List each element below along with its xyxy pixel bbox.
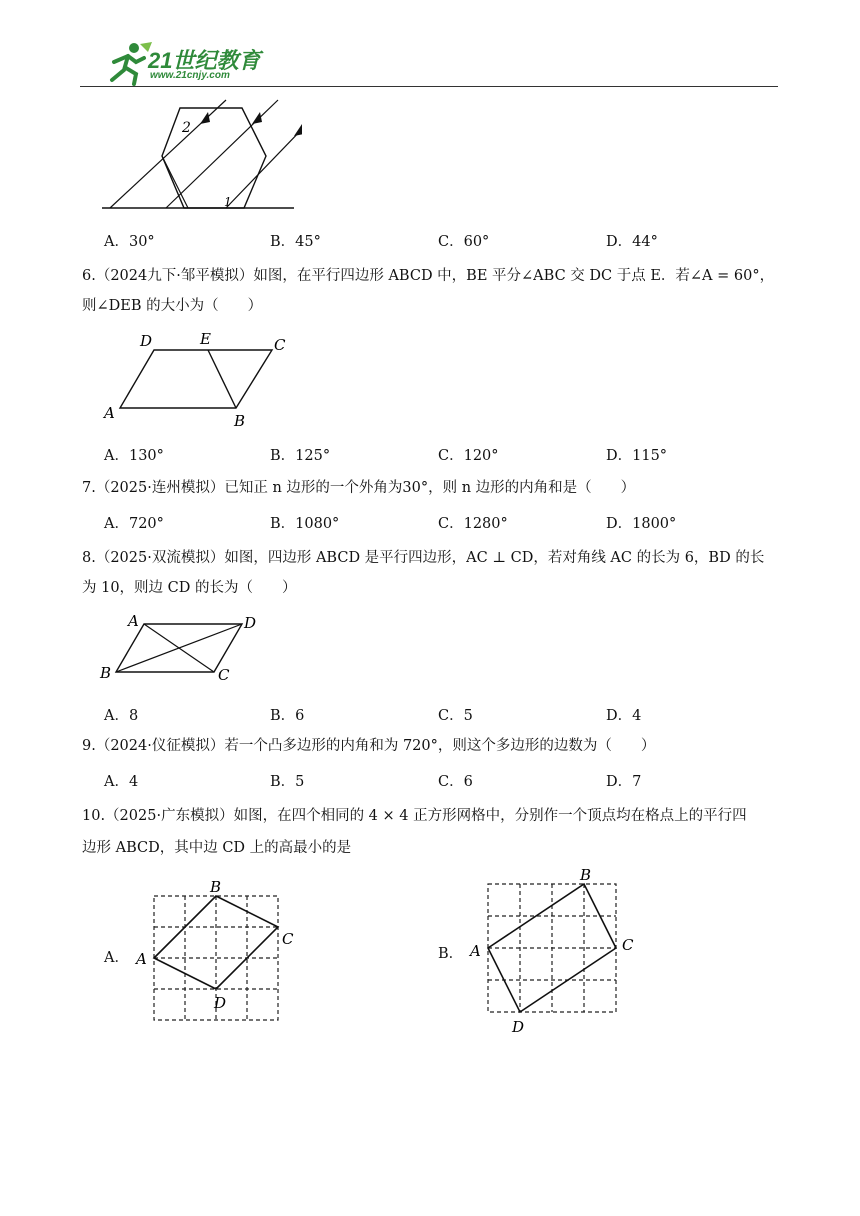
q10a-label-d: D (214, 994, 227, 1012)
q8-option-d[interactable]: D．4 (606, 708, 642, 724)
q6-figure (96, 330, 296, 430)
q10-stem-line2: 边形 ABCD，其中边 CD 上的高最小的是 (82, 840, 352, 856)
q7-option-b[interactable]: B．1080° (270, 516, 340, 532)
q8-label-b: B (100, 664, 112, 682)
q6-option-a[interactable]: A．130° (104, 448, 164, 464)
q9-option-b[interactable]: B．5 (270, 774, 305, 790)
q5-angle-1-label: 1 (224, 195, 232, 209)
q6-label-a: A (104, 404, 115, 422)
logo-text: 21世纪教育 (148, 48, 261, 73)
q8-stem-line1: 8.（2025·双流模拟）如图，四边形 ABCD 是平行四边形，AC ⊥ CD，若对角线 AC 的长为 6，BD 的长 (82, 550, 765, 566)
header-divider (80, 86, 778, 87)
q10b-label-c: C (622, 936, 634, 954)
q6-label-c: C (274, 336, 286, 354)
logo-url: www.21cnjy.com (150, 70, 230, 81)
q5-option-d[interactable]: D．44° (606, 234, 658, 250)
q9-option-d[interactable]: D．7 (606, 774, 642, 790)
q7-option-c[interactable]: C．1280° (438, 516, 508, 532)
q10-figure-a (134, 876, 304, 1026)
q7-option-a[interactable]: A．720° (104, 516, 164, 532)
q8-option-c[interactable]: C．5 (438, 708, 473, 724)
q9-option-c[interactable]: C．6 (438, 774, 473, 790)
q6-option-b[interactable]: B．125° (270, 448, 331, 464)
q9-option-a[interactable]: A．4 (104, 774, 139, 790)
q5-angle-2-label: 2 (182, 120, 191, 136)
q10b-label-a: A (470, 942, 481, 960)
q8-figure (96, 610, 276, 690)
q9-stem: 9.（2024·仪征模拟）若一个凸多边形的内角和为 720°，则这个多边形的边数为（ ） (82, 738, 656, 754)
q6-stem-line2: 则∠DEB 的大小为（ ） (82, 298, 263, 314)
q10-option-b[interactable]: B． (438, 946, 464, 962)
q7-stem: 7.（2025·连州模拟）已知正 n 边形的一个外角为30°，则 n 边形的内角和是（ ） (82, 480, 636, 496)
q5-option-a[interactable]: A．30° (104, 234, 155, 250)
q7-option-d[interactable]: D．1800° (606, 516, 677, 532)
q10-option-a[interactable]: A． (104, 950, 129, 966)
q8-stem-line2: 为 10，则边 CD 的长为（ ） (82, 580, 297, 596)
q6-label-d: D (140, 332, 153, 350)
q8-option-a[interactable]: A．8 (104, 708, 139, 724)
q10a-label-b: B (210, 878, 222, 896)
q5-option-c[interactable]: C．60° (438, 234, 490, 250)
q10-stem-line1: 10.（2025·广东模拟）如图，在四个相同的 4 × 4 正方形网格中，分别作一个顶点均在格点上的平行四 (82, 808, 747, 824)
q6-label-b: B (234, 412, 246, 430)
q10b-label-d: D (512, 1018, 525, 1036)
q5-option-b[interactable]: B．45° (270, 234, 321, 250)
q10a-label-c: C (282, 930, 294, 948)
q6-stem-line1: 6.（2024九下·邹平模拟）如图，在平行四边形 ABCD 中，BE 平分∠ABC 交 DC 于点 E．若∠A = 60°， (82, 268, 775, 284)
q5-figure (96, 96, 302, 216)
q10a-label-a: A (136, 950, 147, 968)
q6-option-c[interactable]: C．120° (438, 448, 499, 464)
q8-label-d: D (244, 614, 257, 632)
q8-label-a: A (128, 612, 139, 630)
q6-label-e: E (200, 330, 211, 348)
q10b-label-b: B (580, 866, 592, 884)
runner-icon (104, 40, 154, 86)
q10-figure-b (468, 864, 648, 1040)
q8-label-c: C (218, 666, 230, 684)
q8-option-b[interactable]: B．6 (270, 708, 305, 724)
q6-option-d[interactable]: D．115° (606, 448, 668, 464)
